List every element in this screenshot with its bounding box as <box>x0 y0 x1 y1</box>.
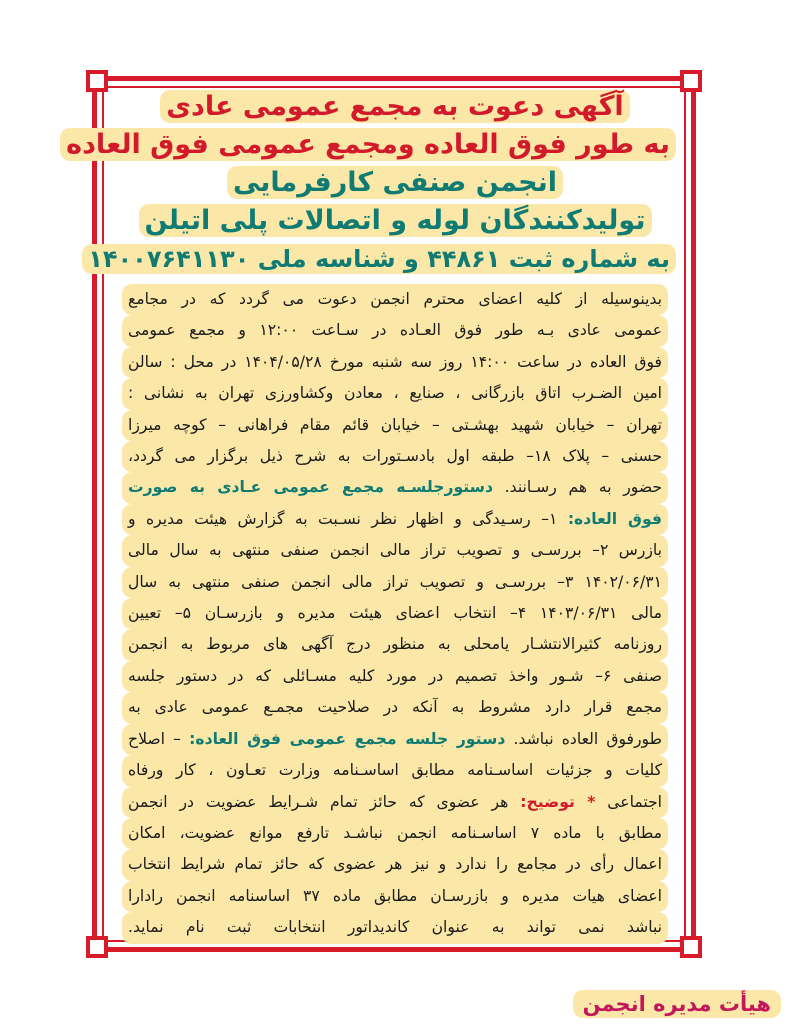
notice-body <box>122 284 668 944</box>
body-text: ۱۴۰۲/۰۶/۳۱ ۳– بررسـی و تصویب تراز مالی انجمن صنفی منتهی به سال <box>128 572 662 591</box>
body-text: صنفی ۶– شـور واخذ تصمیم در مورد کلیه مسـائلی که در دستور جلسه <box>128 666 662 685</box>
body-line <box>122 535 668 566</box>
highlighted-text: دستور جلسه مجمع عمومی فوق العاده: <box>189 729 506 748</box>
notice-title-line-2: به طور فوق العاده ومجمع عمومی فوق العاده <box>114 126 676 164</box>
corner-ornament <box>680 70 702 92</box>
body-text: – اصلاح <box>128 729 190 748</box>
body-line <box>122 849 668 880</box>
highlighted-text: فوق العاده: <box>567 509 662 528</box>
body-line <box>122 692 668 723</box>
body-line <box>122 378 668 409</box>
highlighted-text: دستورجلسـه مجمع عمومی عـادی به صورت <box>128 478 493 497</box>
body-text: ۱– رسـیدگی و اظهار نظر نسـبت به گزارش هیئت مدیره و <box>128 509 568 528</box>
body-text: روزنامه کثیرالانتشـار یامحلی به منظور درج آگهی های مربوط به انجمن <box>128 635 662 654</box>
body-line <box>122 504 668 535</box>
body-text: اجتماعی <box>595 792 663 811</box>
notice-content <box>66 88 676 937</box>
body-text: امین الضـرب اتاق بازرگانی ، صنایع ، معادن وکشاورزی تهران به نشانی : <box>128 384 662 403</box>
corner-ornament <box>86 70 108 92</box>
body-line <box>122 347 668 378</box>
body-text: مجمع قرار دارد مشروط به آنکه در صلاحیت مجمـع عمومی عادی به <box>128 698 662 717</box>
corner-ornament <box>680 936 702 958</box>
body-text: تهران – خیابان شهید بهشـتی – خیابان قائم مقام فراهانی – کوچه میرزا <box>128 415 662 434</box>
body-line <box>122 912 668 943</box>
body-line <box>122 818 668 849</box>
body-line <box>122 598 668 629</box>
body-text: بازرس ۲– بررسـی و تصویب تراز مالی انجمن صنفی منتهی به سال مالی <box>128 541 662 560</box>
body-line <box>122 567 668 598</box>
body-line <box>122 410 668 441</box>
body-text: اعمال رأی در مجامع را ندارد و نیز هر عضوی که حائز تمام شرایط انتخاب <box>128 855 662 874</box>
notice-title-line-1: آگهی دعوت به مجمع عمومی عادی <box>114 88 676 126</box>
body-text: حسنی – پلاک ۱۸– طبقه اول بادسـتورات به شرح ذیل برگزار می گردد، <box>128 447 662 466</box>
body-line <box>122 755 668 786</box>
body-text: اعضای هیات مدیره و بازرسـان مطابق ماده ۳۷ اساسنامه انجمن رادارا <box>128 886 662 905</box>
body-text: نباشد نمی تواند به عنوان کاندیداتور انتخابات ثبت نام نماید. <box>128 918 662 937</box>
body-line <box>122 881 668 912</box>
association-subtitle: تولیدکنندگان لوله و اتصالات پلی اتیلن <box>114 202 676 240</box>
body-line <box>122 472 668 503</box>
body-text: فوق العاده در ساعت ۱۴:۰۰ روز سه شنبه مورخ ۱۴۰۴/۰۵/۲۸ در محل : سالن <box>128 352 662 371</box>
body-text: مطابق با ماده ۷ اساسـنامه انجمن نباشـد تارفع موانع عضویت، امکان <box>128 823 663 842</box>
body-text: عمومی عادی بـه طور فوق العـاده در سـاعت ۱۲:۰۰ و مجمع عمومی <box>128 321 663 340</box>
body-line <box>122 284 668 315</box>
body-line <box>122 724 668 755</box>
highlighted-text: * توضیح: <box>520 792 596 811</box>
body-line <box>122 787 668 818</box>
body-text: هر عضوی که حائز تمام شـرایط عضویت در انجمن <box>128 792 521 811</box>
body-line <box>122 315 668 346</box>
corner-ornament <box>86 936 108 958</box>
body-text: حضور به هم رسـانند. <box>492 478 663 497</box>
body-line <box>122 661 668 692</box>
registration-info: به شماره ثبت ۴۴۸۶۱ و شناسه ملی ۱۴۰۰۷۶۴۱۱۳۰ <box>114 240 676 278</box>
body-text: بدینوسیله از کلیه اعضای محترم انجمن دعوت می گردد که در مجامع <box>128 290 662 308</box>
body-text: طورفوق العاده نباشد. <box>505 729 663 748</box>
association-name: انجمن صنفی کارفرمایی <box>114 164 676 202</box>
body-line <box>122 629 668 660</box>
body-text: کلیات و جزئیات اساسـنامه مطابق اساسـنامه وزارت تعـاون ، کار ورفاه <box>128 761 662 780</box>
body-text: مالی ۱۴۰۳/۰۶/۳۱ ۴– انتخاب اعضای هیئت مدیره و بازرسـان ۵– تعیین <box>128 604 662 623</box>
body-line <box>122 441 668 472</box>
signature: هیأت مدیره انجمن <box>573 990 781 1018</box>
